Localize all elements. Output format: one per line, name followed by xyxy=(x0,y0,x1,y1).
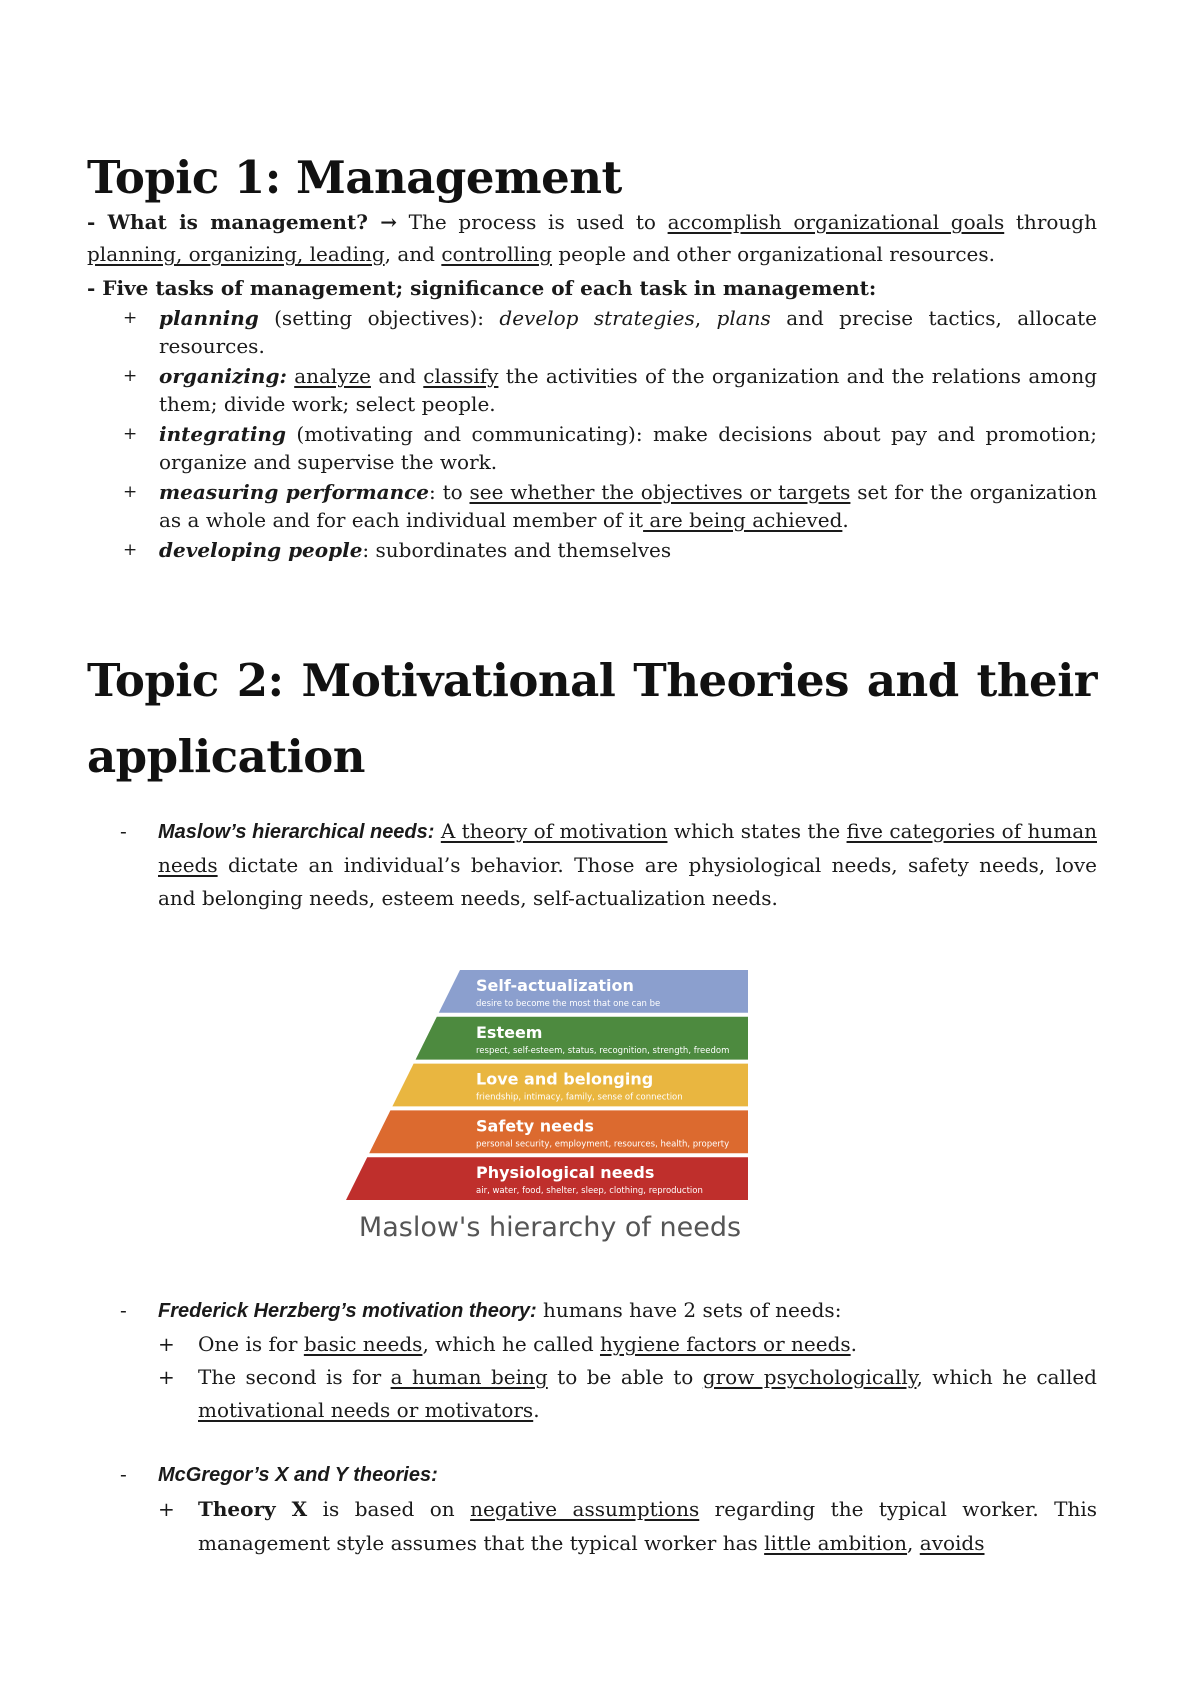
underlined-term: controlling xyxy=(441,242,552,266)
list-item xyxy=(158,1328,1097,1361)
text-run: to be able to xyxy=(547,1365,703,1389)
mcgregor-lead: McGregor’s X and Y theories: xyxy=(158,1464,438,1486)
maslow-pyramid-image xyxy=(340,970,760,1200)
underlined-term: see whether the objectives or targets xyxy=(469,480,851,504)
text-run: and precise tactics, allocate resources. xyxy=(159,306,1098,358)
pyramid-level xyxy=(416,1017,748,1060)
text-run: , and xyxy=(384,242,442,266)
underlined-term: A theory of motivation xyxy=(440,819,668,843)
topic2-heading xyxy=(87,643,1097,795)
text-run: The second is for xyxy=(198,1365,391,1389)
pyramid-level-name: Self-actualization xyxy=(476,976,634,995)
text-run: : subordinates and themselves xyxy=(362,538,672,562)
pyramid-level-desc: desire to become the most that one can be xyxy=(476,999,661,1009)
underlined-term: a human being xyxy=(390,1365,548,1389)
text-run: is based on xyxy=(307,1497,471,1521)
text-run: dictate an individual’s behavior. Those are physiological needs, safety needs, love and belonging needs, esteem needs, self-actualization needs. xyxy=(158,853,1097,910)
underlined-term: classify xyxy=(423,364,499,388)
pyramid-level xyxy=(346,1157,748,1200)
underlined-term: accomplish organizational goals xyxy=(667,210,1005,234)
herzberg-lead: Frederick Herzberg’s motivation theory: xyxy=(158,1300,537,1322)
five-tasks-list xyxy=(123,304,1097,564)
underlined-term: basic needs xyxy=(303,1332,423,1356)
pyramid-level-name: Esteem xyxy=(476,1022,543,1042)
text-run: (motivating and communicating): make decisions about pay and promotion; organize and supervise the work. xyxy=(159,422,1097,474)
topic2-heading-line2: application xyxy=(87,730,365,783)
underlined-term: motivational needs or motivators xyxy=(198,1398,534,1422)
text-run: regarding the typical worker. This management style assumes that the typical worker has xyxy=(198,1497,1097,1555)
list-item xyxy=(123,536,1097,564)
task-term: integrating xyxy=(159,422,286,446)
task-term: planning xyxy=(159,306,259,330)
text-run: , xyxy=(907,1531,920,1555)
text-run: humans have 2 sets of needs: xyxy=(536,1298,842,1322)
list-item xyxy=(120,1294,1097,1328)
dash-bullet: - xyxy=(120,819,127,843)
plus-bullet: + xyxy=(123,308,138,328)
theory-x-term: Theory X xyxy=(198,1497,308,1521)
list-item xyxy=(158,1361,1097,1427)
herzberg-sub-list xyxy=(158,1328,1097,1427)
text-run: which states the xyxy=(667,819,847,843)
underlined-term: avoids xyxy=(919,1531,985,1555)
list-item xyxy=(120,815,1097,915)
underlined-term: little ambition xyxy=(764,1531,908,1555)
dash-bullet: - xyxy=(120,1298,127,1322)
task-term: organizing: xyxy=(159,364,287,388)
pyramid-level xyxy=(439,970,748,1013)
list-item xyxy=(123,478,1097,534)
text-run: , which he called xyxy=(422,1332,600,1356)
text-run: . xyxy=(842,508,849,532)
list-item xyxy=(123,420,1097,476)
five-tasks-heading: - Five tasks of management; significance of each task in management: xyxy=(87,276,877,300)
plus-bullet: + xyxy=(158,1365,175,1389)
plus-bullet: + xyxy=(123,424,138,444)
pyramid-level-name: Physiological needs xyxy=(476,1163,655,1183)
italic-term: develop strategies xyxy=(499,306,695,330)
pyramid-level-name: Love and belonging xyxy=(476,1069,654,1089)
topic2-heading-line1: Topic 2: Motivational Theories and their xyxy=(87,654,1097,707)
plus-bullet: + xyxy=(158,1332,175,1356)
mcgregor-sub-list xyxy=(158,1492,1097,1560)
text-run: , xyxy=(694,306,717,330)
underlined-term: are being achieved xyxy=(643,508,843,532)
plus-bullet: + xyxy=(123,366,138,386)
text-run: and xyxy=(370,364,424,388)
plus-bullet: + xyxy=(123,482,138,502)
dash-bullet: - xyxy=(120,1462,127,1486)
text-run: set for the organization as a whole and for each individual member of it xyxy=(159,480,1098,532)
what-is-management-lead: - What is management? → xyxy=(87,210,397,234)
maslow-lead: Maslow’s hierarchical needs: xyxy=(158,821,435,843)
pyramid-level-desc: air, water, food, shelter, sleep, clothing, reproduction xyxy=(476,1186,703,1197)
list-item xyxy=(123,362,1097,418)
text-run: : to xyxy=(429,480,470,504)
list-item xyxy=(123,304,1097,360)
plus-bullet: + xyxy=(158,1497,175,1521)
underlined-term: grow psychologically xyxy=(702,1365,917,1389)
maslow-section xyxy=(120,815,1097,915)
underlined-term: five categories of human needs xyxy=(158,819,1097,877)
what-is-management-paragraph xyxy=(87,206,1097,270)
task-term: measuring performance xyxy=(159,480,430,504)
pyramid-caption: Maslow's hierarchy of needs xyxy=(358,1212,742,1243)
underlined-term: negative assumptions xyxy=(470,1497,700,1521)
italic-term: plans xyxy=(716,306,771,330)
text-run: the activities of the organization and the relations among them; divide work; select people. xyxy=(159,364,1098,416)
text-run: The process is used to xyxy=(396,210,668,234)
underlined-term: planning, organizing, leading xyxy=(87,242,385,266)
text-run: . xyxy=(850,1332,857,1356)
topic1-heading: Topic 1: Management xyxy=(87,151,622,204)
text-run: people and other organizational resources. xyxy=(551,242,995,266)
pyramid-level xyxy=(369,1110,748,1153)
pyramid-level-desc: friendship, intimacy, family, sense of connection xyxy=(476,1092,683,1103)
underlined-term: hygiene factors or needs xyxy=(599,1332,851,1356)
text-run: , which he called xyxy=(916,1365,1097,1389)
herzberg-section xyxy=(120,1294,1097,1427)
pyramid-level-desc: personal security, employment, resources, health, property xyxy=(476,1139,730,1150)
plus-bullet: + xyxy=(123,540,138,560)
text-run: (setting objectives): xyxy=(258,306,500,330)
pyramid-level-name: Safety needs xyxy=(476,1116,594,1136)
text-run: . xyxy=(533,1398,540,1422)
task-term: developing people xyxy=(159,538,363,562)
list-item xyxy=(120,1458,1097,1492)
list-item xyxy=(158,1492,1097,1560)
mcgregor-section xyxy=(120,1458,1097,1560)
text-run: One is for xyxy=(198,1332,304,1356)
pyramid-level-desc: respect, self-esteem, status, recognition, strength, freedom xyxy=(476,1045,730,1056)
pyramid-level xyxy=(392,1064,748,1107)
underlined-term: analyze xyxy=(294,364,371,388)
text-run: through xyxy=(1004,210,1097,234)
